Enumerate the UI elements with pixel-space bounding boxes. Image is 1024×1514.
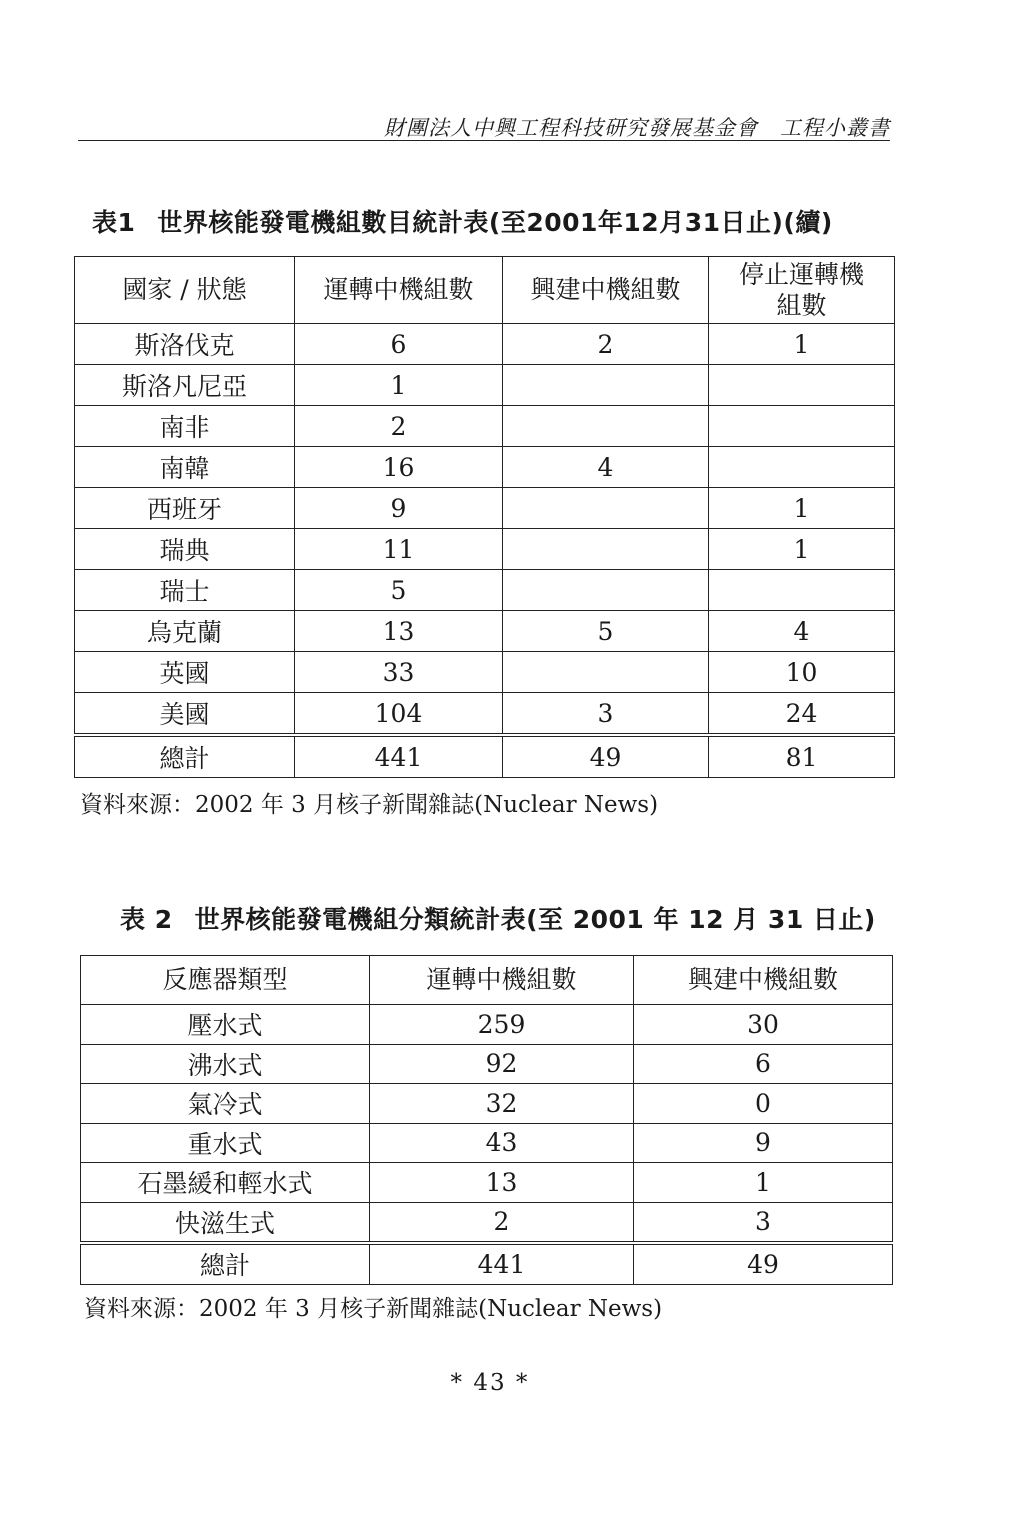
header-rule (78, 140, 890, 141)
table1-cell-shutdown (709, 447, 895, 488)
table1-cell-country: 西班牙 (75, 488, 295, 529)
table-row (75, 570, 895, 611)
table1-cell-shutdown (709, 365, 895, 406)
table1-cell-construction (503, 488, 709, 529)
table2-total-construction: 49 (634, 1243, 893, 1284)
table1-cell-shutdown: 1 (709, 324, 895, 365)
table1-cell-shutdown: 10 (709, 652, 895, 693)
table-row (75, 529, 895, 570)
table1-cell-country: 烏克蘭 (75, 611, 295, 652)
table1-total-construction: 49 (503, 735, 709, 778)
table1 (74, 256, 895, 778)
table1-cell-shutdown: 4 (709, 611, 895, 652)
table1-cell-construction (503, 365, 709, 406)
table1-title: 世界核能發電機組數目統計表(至2001年12月31日止)(續) (157, 208, 833, 237)
table2-cell-construction: 3 (634, 1202, 893, 1243)
table-row (75, 447, 895, 488)
table-row (81, 1005, 893, 1045)
table-row (75, 488, 895, 529)
table2-cell-reactor-type: 沸水式 (81, 1044, 370, 1084)
table1-total-operating: 441 (295, 735, 503, 778)
table-row (75, 406, 895, 447)
table1-cell-construction (503, 529, 709, 570)
table1-cell-construction: 2 (503, 324, 709, 365)
table2-cell-construction: 9 (634, 1123, 893, 1163)
table1-cell-country: 瑞典 (75, 529, 295, 570)
table1-source: 資料來源：2002 年 3 月核子新聞雜誌(Nuclear News) (80, 792, 659, 818)
table-row (81, 1202, 893, 1243)
table1-cell-operating: 6 (295, 324, 503, 365)
table2 (80, 955, 893, 1285)
table2-cell-operating: 13 (370, 1163, 634, 1203)
table2-caption (120, 900, 876, 936)
table1-header-shutdown: 停止運轉機組數 (709, 257, 895, 324)
table1-cell-operating: 16 (295, 447, 503, 488)
table2-cell-reactor-type: 快滋生式 (81, 1202, 370, 1243)
table1-cell-operating: 5 (295, 570, 503, 611)
table1-cell-construction (503, 406, 709, 447)
table2-total-operating: 441 (370, 1243, 634, 1284)
table1-cell-construction (503, 570, 709, 611)
table1-header-operating: 運轉中機組數 (295, 257, 503, 324)
table1-cell-construction: 3 (503, 693, 709, 736)
table1-cell-country: 南非 (75, 406, 295, 447)
table-row (81, 1163, 893, 1203)
table2-cell-construction: 1 (634, 1163, 893, 1203)
table1-total-row (75, 735, 895, 778)
table2-header-reactor-type: 反應器類型 (81, 956, 370, 1005)
table1-header-country: 國家 / 狀態 (75, 257, 295, 324)
table2-total-label: 總計 (81, 1243, 370, 1284)
table-row (75, 652, 895, 693)
table1-cell-construction (503, 652, 709, 693)
table2-header-construction: 興建中機組數 (634, 956, 893, 1005)
running-header: 財團法人中興工程科技研究發展基金會 工程小叢書 (384, 116, 890, 140)
table2-cell-reactor-type: 重水式 (81, 1123, 370, 1163)
table1-cell-shutdown (709, 570, 895, 611)
table1-cell-country: 南韓 (75, 447, 295, 488)
table1-cell-operating: 11 (295, 529, 503, 570)
table1-cell-shutdown: 1 (709, 529, 895, 570)
table-row (81, 1123, 893, 1163)
page-number: * 43 * (450, 1370, 530, 1396)
table1-cell-operating: 9 (295, 488, 503, 529)
table1-cell-construction: 4 (503, 447, 709, 488)
table2-header-row (81, 956, 893, 1005)
table2-total-row (81, 1243, 893, 1284)
table1-cell-operating: 33 (295, 652, 503, 693)
table2-label: 表 2 (120, 905, 173, 934)
table2-source: 資料來源：2002 年 3 月核子新聞雜誌(Nuclear News) (84, 1296, 663, 1322)
table-row (81, 1084, 893, 1124)
table1-header-row (75, 257, 895, 324)
table1-total-shutdown: 81 (709, 735, 895, 778)
table2-cell-reactor-type: 石墨緩和輕水式 (81, 1163, 370, 1203)
table1-cell-country: 斯洛凡尼亞 (75, 365, 295, 406)
table-row (75, 611, 895, 652)
table1-cell-shutdown (709, 406, 895, 447)
table2-cell-operating: 92 (370, 1044, 634, 1084)
table1-label: 表1 (92, 208, 136, 237)
table2-cell-operating: 43 (370, 1123, 634, 1163)
table1-cell-operating: 13 (295, 611, 503, 652)
table2-cell-operating: 2 (370, 1202, 634, 1243)
table1-cell-country: 美國 (75, 693, 295, 736)
table1-cell-shutdown: 1 (709, 488, 895, 529)
table1-cell-operating: 1 (295, 365, 503, 406)
table2-cell-reactor-type: 氣冷式 (81, 1084, 370, 1124)
table1-cell-country: 斯洛伐克 (75, 324, 295, 365)
table-row (81, 1044, 893, 1084)
table-row (75, 693, 895, 736)
table2-cell-reactor-type: 壓水式 (81, 1005, 370, 1045)
table2-cell-construction: 6 (634, 1044, 893, 1084)
table2-title: 世界核能發電機組分類統計表(至 2001 年 12 月 31 日止) (194, 905, 876, 934)
table1-cell-operating: 2 (295, 406, 503, 447)
table2-header-operating: 運轉中機組數 (370, 956, 634, 1005)
table1-cell-operating: 104 (295, 693, 503, 736)
table1-header-construction: 興建中機組數 (503, 257, 709, 324)
table1-total-label: 總計 (75, 735, 295, 778)
table-row (75, 324, 895, 365)
table1-cell-country: 英國 (75, 652, 295, 693)
table2-cell-operating: 32 (370, 1084, 634, 1124)
table1-caption (92, 203, 833, 239)
table1-cell-construction: 5 (503, 611, 709, 652)
table1-cell-country: 瑞士 (75, 570, 295, 611)
table-row (75, 365, 895, 406)
table1-cell-shutdown: 24 (709, 693, 895, 736)
table2-cell-construction: 30 (634, 1005, 893, 1045)
table2-cell-operating: 259 (370, 1005, 634, 1045)
table2-cell-construction: 0 (634, 1084, 893, 1124)
